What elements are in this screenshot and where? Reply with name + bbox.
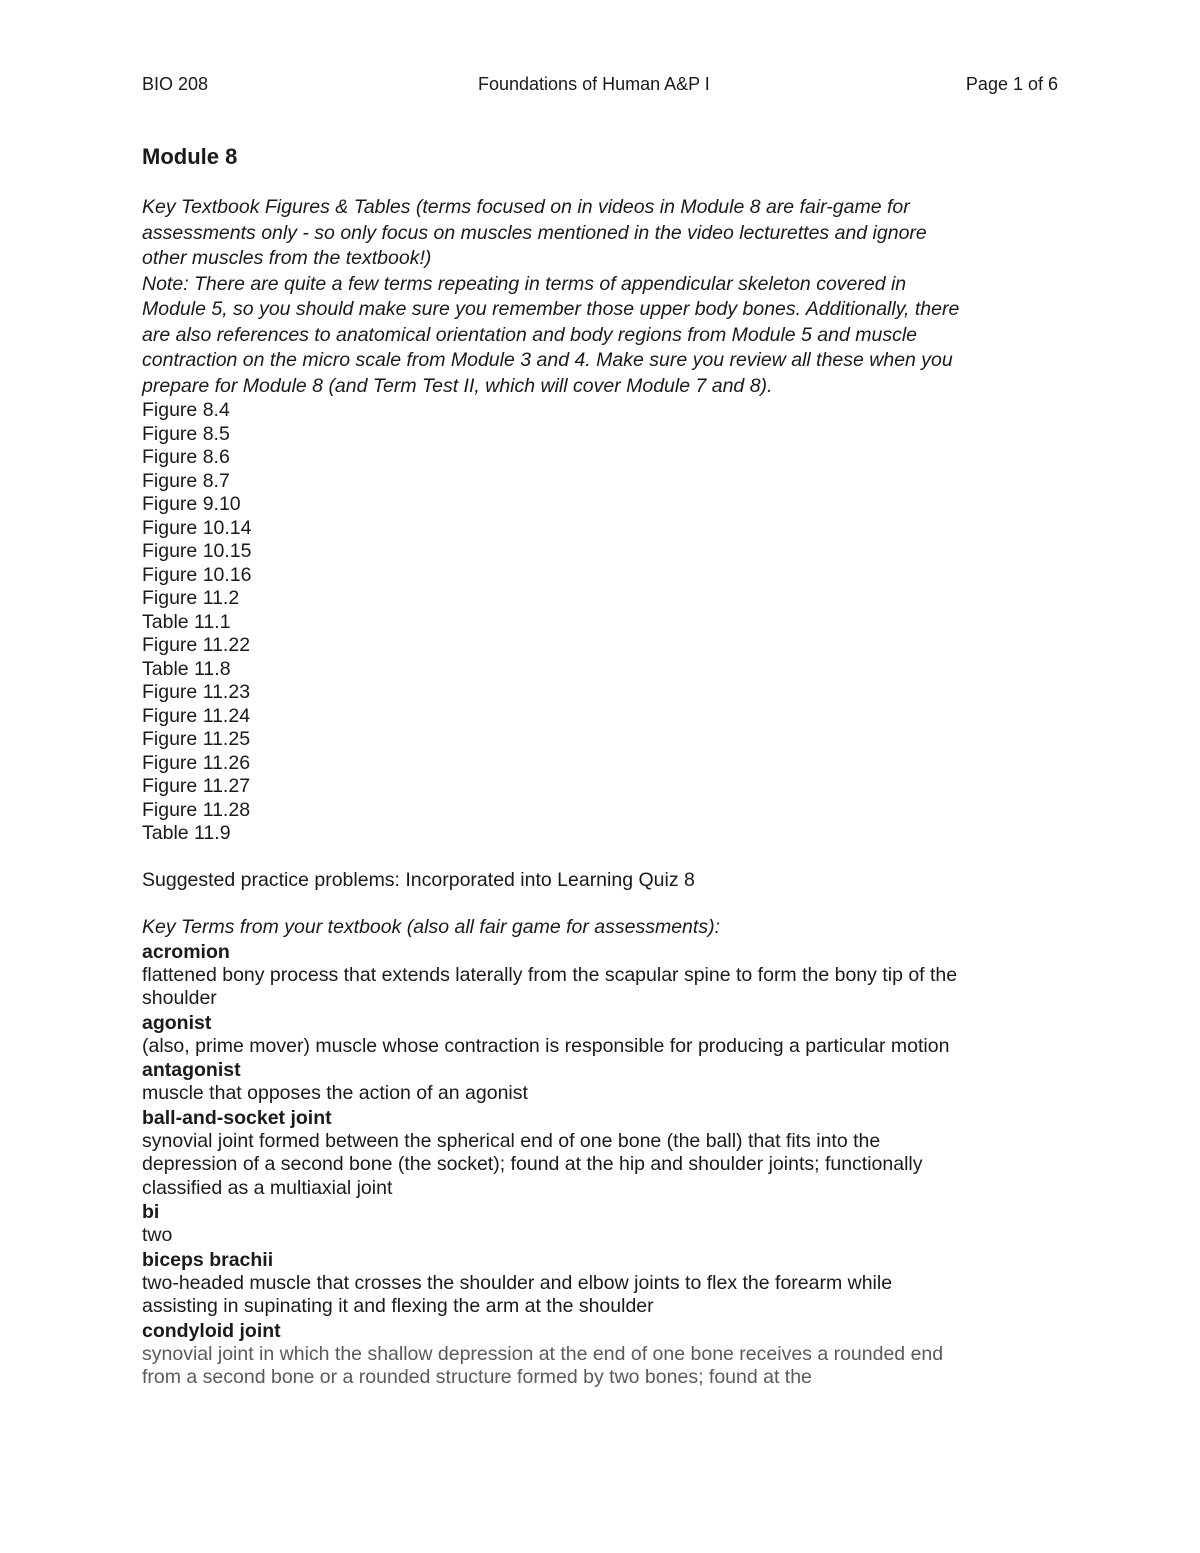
figure-item: Figure 11.25: [142, 728, 251, 750]
figure-item: Figure 10.15: [142, 540, 252, 562]
definition-line: synovial joint formed between the spherical end of one bone (the ball) that fits into the: [142, 1129, 881, 1152]
figure-item: Figure 8.5: [142, 422, 230, 445]
course-title: Foundations of Human A&P I: [478, 74, 710, 94]
glossary-entry: [142, 1200, 1072, 1248]
glossary-entry: [142, 1319, 1072, 1390]
figure-item: Figure 10.16: [142, 563, 252, 586]
intro-line: Key Textbook Figures & Tables (terms focused on in videos in Module 8 are fair-game for: [142, 196, 910, 218]
term-agonist: agonist: [142, 1011, 212, 1034]
glossary-entry: [142, 1106, 1072, 1201]
figure-item: Figure 10.14: [142, 516, 252, 539]
key-terms-heading: Key Terms from your textbook (also all fair game for assessments):: [142, 915, 720, 938]
definition-line: assisting in supinating it and flexing the arm at the shoulder: [142, 1295, 654, 1317]
definition-line: flattened bony process that extends laterally from the scapular spine to form the bony tip of the: [142, 963, 958, 986]
figure-item: Figure 8.6: [142, 446, 230, 468]
glossary-entry: [142, 1248, 1072, 1319]
practice-problems: Suggested practice problems: Incorporated into Learning Quiz 8: [142, 868, 695, 891]
definition-line: depression of a second bone (the socket); found at the hip and shoulder joints; functionally: [142, 1153, 923, 1175]
page-content: [142, 143, 1072, 1390]
table-item: Table 11.9: [142, 822, 231, 844]
glossary-entry: [142, 1058, 1072, 1106]
glossary-entry: [142, 1011, 1072, 1059]
table-item: Table 11.1: [142, 610, 231, 633]
figure-item: Figure 11.26: [142, 751, 251, 774]
intro-line: are also references to anatomical orientation and body regions from Module 5 and muscle: [142, 323, 918, 346]
figure-item: Figure 11.2: [142, 587, 240, 609]
intro-line: other muscles from the textbook!): [142, 247, 432, 269]
page-header: [142, 72, 1058, 96]
definition-line: two: [142, 1224, 173, 1246]
definition-line: classified as a multiaxial joint: [142, 1176, 393, 1199]
term-condyloid-joint: condyloid joint: [142, 1319, 281, 1342]
term-bi: bi: [142, 1201, 160, 1223]
figure-item: Figure 9.10: [142, 493, 241, 515]
term-acromion: acromion: [142, 940, 230, 963]
glossary: [142, 940, 1072, 1390]
figure-item: Figure 8.4: [142, 399, 230, 421]
definition-line: muscle that opposes the action of an agonist: [142, 1082, 528, 1104]
figure-list: [142, 399, 1072, 846]
glossary-entry: [142, 940, 1072, 1011]
course-code: BIO 208: [142, 74, 209, 94]
definition-line: two-headed muscle that crosses the shoulder and elbow joints to flex the forearm while: [142, 1271, 893, 1294]
definition-line: synovial joint in which the shallow depression at the end of one bone receives a rounded end: [142, 1342, 944, 1365]
intro-paragraph: [142, 195, 1072, 399]
term-ball-and-socket-joint: ball-and-socket joint: [142, 1106, 332, 1129]
definition-line: (also, prime mover) muscle whose contraction is responsible for producing a particular motion: [142, 1034, 950, 1057]
intro-line: Note: There are quite a few terms repeating in terms of appendicular skeleton covered in: [142, 272, 907, 295]
figure-item: Figure 11.22: [142, 634, 251, 656]
page-number: Page 1 of 6: [965, 74, 1058, 94]
definition-line: shoulder: [142, 987, 217, 1009]
intro-line: contraction on the micro scale from Module 3 and 4. Make sure you review all these when you: [142, 349, 953, 371]
figure-item: Figure 11.28: [142, 798, 251, 821]
definition-line: from a second bone or a rounded structure formed by two bones; found at the: [142, 1366, 812, 1388]
intro-line: Module 5, so you should make sure you remember those upper body bones. Additionally, there: [142, 298, 960, 320]
figure-item: Figure 11.23: [142, 681, 251, 703]
figure-item: Figure 8.7: [142, 469, 230, 492]
figure-item: Figure 11.24: [142, 704, 251, 727]
figure-item: Figure 11.27: [142, 775, 251, 797]
intro-line: prepare for Module 8 (and Term Test II, which will cover Module 7 and 8).: [142, 374, 773, 397]
intro-line: assessments only - so only focus on muscles mentioned in the video lecturettes and ignore: [142, 221, 927, 244]
table-item: Table 11.8: [142, 657, 231, 680]
module-title: Module 8: [142, 144, 238, 169]
term-antagonist: antagonist: [142, 1059, 241, 1081]
term-biceps-brachii: biceps brachii: [142, 1248, 274, 1271]
